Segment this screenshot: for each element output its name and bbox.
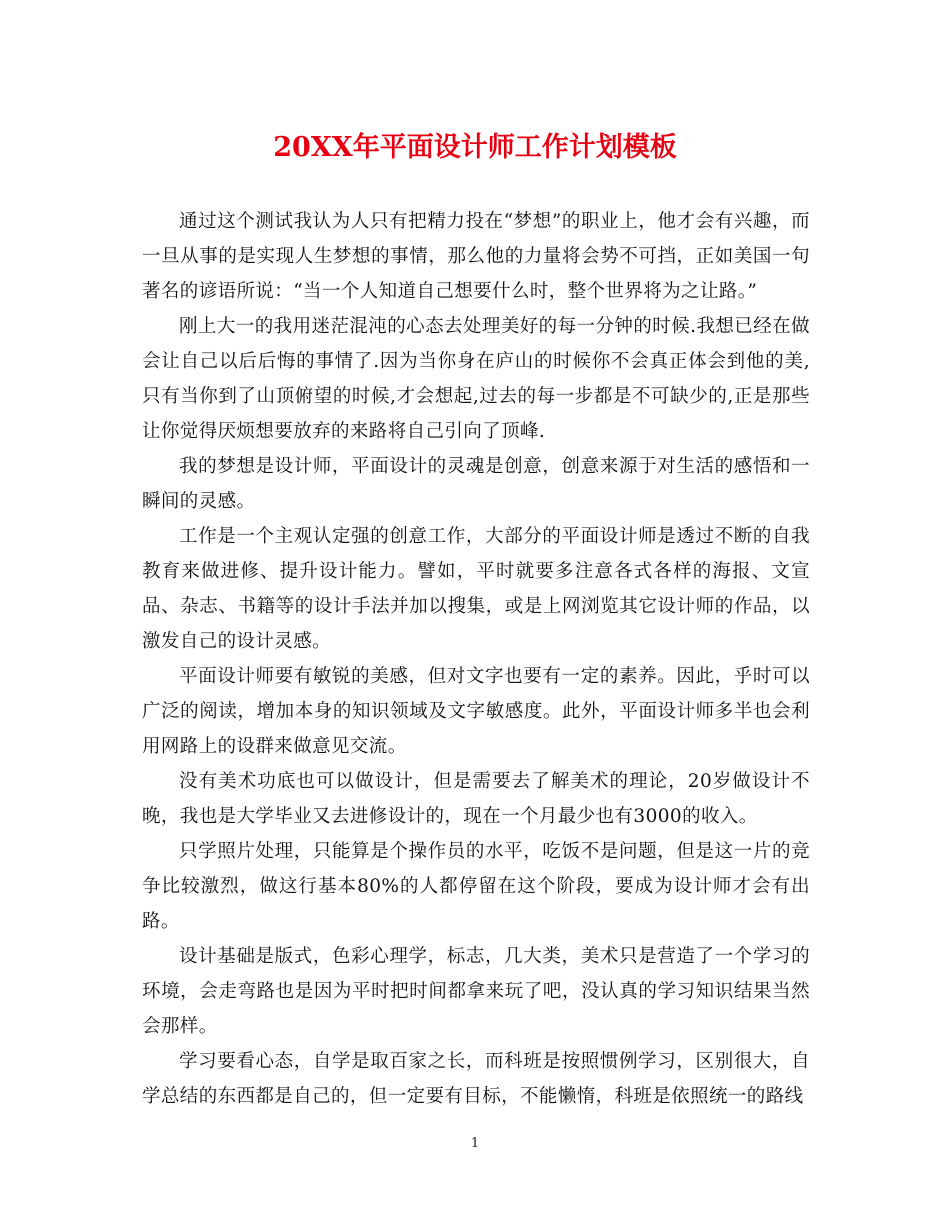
- page-number: 1: [470, 1136, 480, 1151]
- paragraph-6: 没有美术功底也可以做设计，但是需要去了解美术的理论，20岁做设计不晚，我也是大学毕业又去进修设计的，现在一个月最少也有3000的收入。: [142, 771, 810, 827]
- paragraph-2: 刚上大一的我用迷茫混沌的心态去处理美好的每一分钟的时候.我想已经在做会让自己以后后悔的事情了.因为当你身在庐山的时候你不会真正体会到他的美,只有当你到了山顶俯望的时候,才会想起,过去的每一步都是不可缺少的,正是那些让你觉得厌烦想要放弃的来路将自己引向了顶峰.: [142, 316, 810, 442]
- paragraph-8: 设计基础是版式，色彩心理学，标志，几大类，美术只是营造了一个学习的环境，会走弯路也是因为平时把时间都拿来玩了吧，没认真的学习知识结果当然会那样。: [142, 946, 810, 1037]
- paragraph-7: 只学照片处理，只能算是个操作员的水平，吃饭不是问题，但是这一片的竞争比较激烈，做这行基本80%的人都停留在这个阶段，要成为设计师才会有出路。: [142, 841, 810, 932]
- paragraph-5: 平面设计师要有敏锐的美感，但对文字也要有一定的素养。因此，乎时可以广泛的阅读，增加本身的知识领域及文字敏感度。此外，平面设计师多半也会利用网路上的设群来做意见交流。: [142, 666, 810, 757]
- paragraph-3: 我的梦想是设计师，平面设计的灵魂是创意，创意来源于对生活的感悟和一瞬间的灵感。: [142, 456, 810, 512]
- paragraph-9: 学习要看心态，自学是取百家之长，而科班是按照惯例学习，区别很大，自学总结的东西都是自己的，但一定要有目标，不能懒惰，科班是依照统一的路线: [142, 1051, 810, 1107]
- document-title: 20XX年平面设计师工作计划模板: [273, 132, 677, 163]
- document-body: [142, 204, 810, 1114]
- paragraph-4: 工作是一个主观认定强的创意工作，大部分的平面设计师是透过不断的自我教育来做进修、提升设计能力。譬如，平时就要多注意各式各样的海报、文宣品、杂志、书籍等的设计手法并加以搜集，或是上网浏览其它设计师的作品，以激发自己的设计灵感。: [142, 526, 810, 652]
- paragraph-1: 通过这个测试我认为人只有把精力投在“梦想”的职业上，他才会有兴趣，而一旦从事的是实现人生梦想的事情，那么他的力量将会势不可挡，正如美国一句著名的谚语所说：“当一个人知道自己想要什么时，整个世界将为之让路。”: [142, 211, 810, 302]
